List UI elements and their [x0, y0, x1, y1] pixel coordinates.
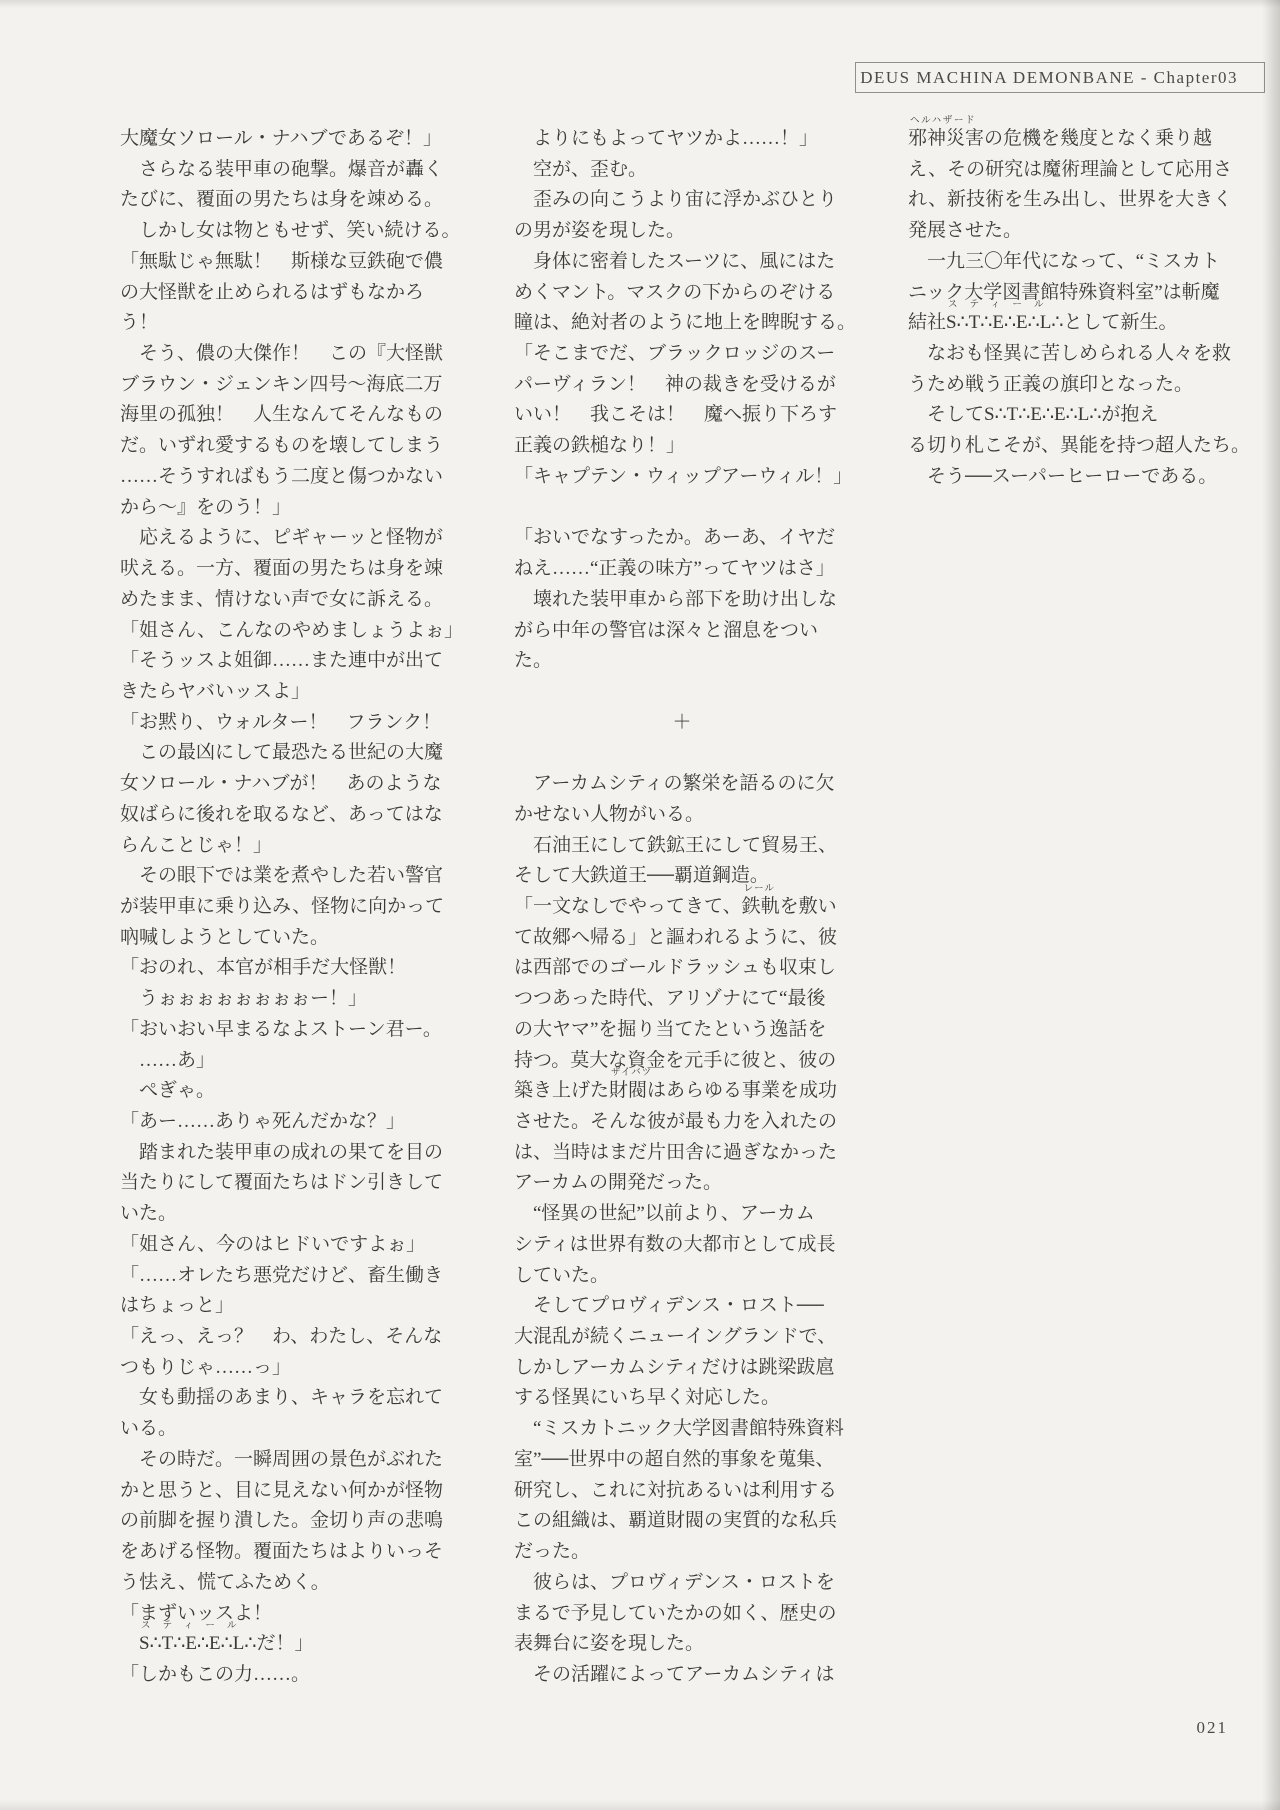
text-line: その時だ。一瞬周囲の景色がぶれた	[120, 1448, 444, 1470]
text-line: 踏まれた装甲車の成れの果てを目の	[120, 1141, 444, 1163]
text-line: しかし女は物ともせず、笑い続ける。	[120, 220, 461, 242]
text-line: しかしアーカムシティだけは跳梁跋扈	[514, 1356, 835, 1378]
text-line: ブラウン・ジェンキン四号〜海底二万	[120, 373, 443, 395]
text-line: 彼らは、プロヴィデンス・ロストを	[514, 1571, 835, 1593]
text-line: 歪みの向こうより宙に浮かぶひとり	[514, 189, 838, 211]
text-line: らんことじゃ！」	[120, 834, 273, 856]
text-line: していた。	[514, 1264, 610, 1286]
text-line: アーカムシティの繁栄を語るのに欠	[514, 773, 835, 795]
text-line: かせない人物がいる。	[514, 803, 705, 825]
text-line: アーカムの開発だった。	[514, 1172, 723, 1194]
scan-edge-right-shadow	[1262, 0, 1280, 1810]
text-line: パーヴィラン！ 神の裁きを受けるが	[514, 373, 836, 395]
text-line: 邪神災害 ヘルハザード の危機を幾度となく乗り越	[908, 116, 1213, 149]
text-line: 「一文なしでやってきて、鉄軌 レール を敷い	[514, 883, 837, 917]
text-line: ……そうすればもう二度と傷つかない	[120, 465, 444, 487]
text-line	[514, 493, 850, 524]
text-line: そしてプロヴィデンス・ロスト──	[514, 1295, 824, 1317]
text-line: 大魔女ソロール・ナハブであるぞ！」	[120, 128, 443, 149]
text-line: たびに、覆面の男たちは身を竦める。	[120, 189, 444, 211]
text-line: 「おいおい早まるなよストーン君ー。	[120, 1018, 442, 1040]
text-line: S∴T∴E∴E∴L∴ スティール だ！」	[139, 1621, 314, 1655]
text-line: の前脚を握り潰した。金切り声の悲鳴	[120, 1510, 444, 1532]
text-line: 研究し、これに対抗あるいは利用する	[514, 1479, 838, 1501]
text-line: て故郷へ帰る」と謳われるように、彼	[514, 926, 838, 948]
text-line: 大混乱が続くニューイングランドで、	[514, 1326, 837, 1348]
text-line: 「そこまでだ、ブラックロッジのスー	[514, 343, 836, 365]
text-line: きたらヤバいッスよ」	[120, 680, 311, 702]
text-line: の大怪獣を止められるはずもなかろ	[120, 281, 425, 303]
text-line: た。	[514, 650, 553, 672]
text-line: 「あー……ありゃ死んだかな？」	[120, 1111, 406, 1132]
text-column-middle	[514, 124, 857, 1691]
text-line: はちょっと」	[120, 1295, 235, 1317]
text-line: なおも怪異に苦しめられる人々を救	[908, 343, 1232, 365]
text-line	[514, 738, 850, 769]
text-line: シティは世界有数の大都市として成長	[514, 1233, 836, 1255]
text-line: 結社S∴T∴E∴E∴L∴ スティール として新生。	[908, 300, 1178, 334]
text-line: 築き上げた財閥 ザイバツ はあらゆる事業を成功	[514, 1068, 838, 1102]
text-line: 「しかもこの力……。	[120, 1663, 311, 1685]
text-line: れ、新技術を生み出し、世界を大きく	[908, 189, 1233, 211]
text-line: が装甲車に乗り込み、怪物に向かって	[120, 895, 445, 917]
text-line: まるで予見していたかの如く、歴史の	[514, 1602, 837, 1624]
text-line: 女も動揺のあまり、キャラを忘れて	[120, 1387, 444, 1409]
text-line: いた。	[120, 1203, 178, 1225]
text-line: 持つ。莫大な資金を元手に彼と、彼の	[514, 1049, 837, 1071]
text-line: 吶喊しようとしていた。	[120, 926, 330, 948]
text-line: ぺぎゃ。	[120, 1080, 216, 1102]
text-line: そう、儂の大傑作！ この『大怪獣	[120, 343, 444, 365]
text-line: その眼下では業を煮やした若い警官	[120, 865, 444, 887]
text-line: そう──スーパーヒーローである。	[908, 465, 1218, 487]
text-line: いい！ 我こそは！ 魔へ振り下ろす	[514, 404, 838, 426]
text-line: 奴ばらに後れを取るなど、あってはな	[120, 803, 443, 825]
text-line: この最凶にして最恐たる世紀の大魔	[120, 742, 444, 764]
scan-edge-bottom-shadow	[0, 1800, 1280, 1810]
text-line: 海里の孤独！ 人生なんてそんなもの	[120, 404, 444, 426]
text-line: する怪異にいち早く対応した。	[514, 1387, 781, 1409]
text-line: から〜』をのう！」	[120, 496, 292, 518]
text-line: 石油王にして鉄鉱王にして貿易王、	[514, 834, 838, 856]
text-line: だった。	[514, 1541, 591, 1563]
text-line: 「そうッスよ姐御……また連中が出て	[120, 650, 444, 672]
text-line: 壊れた装甲車から部下を助け出しな	[514, 588, 838, 610]
text-line: さらなる装甲車の砲撃。爆音が轟く	[120, 158, 444, 180]
text-line: 表舞台に姿を現した。	[514, 1633, 705, 1655]
text-line: 室”──世界中の超自然的事象を蒐集、	[514, 1448, 835, 1470]
chapter-header-box	[855, 62, 1265, 93]
text-line: は西部でのゴールドラッシュも収束し	[514, 957, 836, 979]
text-line: ……あ」	[120, 1049, 216, 1071]
text-line: その活躍によってアーカムシティは	[514, 1663, 835, 1685]
ruby-annotation: ヘルハザード	[910, 116, 977, 126]
text-line: めたまま、情けない声で女に訴える。	[120, 588, 444, 610]
text-line: の男が姿を現した。	[514, 220, 686, 242]
text-line: 「おのれ、本官が相手だ大怪獣！	[120, 957, 407, 979]
text-line: ねえ……“正義の味方”ってヤツはさ」	[514, 558, 835, 580]
text-line: う！	[120, 312, 159, 334]
text-column-left	[120, 124, 464, 1691]
text-line: 応えるように、ピギャーッと怪物が	[120, 527, 444, 549]
text-line: 「お黙り、ウォルター！ フランク！	[120, 711, 442, 733]
text-line: だ。いずれ愛するものを壊してしまう	[120, 435, 444, 457]
ruby-annotation: スティール	[141, 1621, 249, 1632]
text-line: 「姐さん、今のはヒドいですよぉ」	[120, 1233, 426, 1255]
text-line: “ミスカトニック大学図書館特殊資料	[514, 1418, 844, 1440]
text-line: る切り札こそが、異能を持つ超人たち。	[908, 435, 1251, 457]
text-line: 正義の鉄槌なり！」	[514, 435, 686, 457]
ruby-annotation: レール	[743, 883, 775, 894]
scan-edge-top-shadow	[0, 0, 1280, 8]
text-line: させた。そんな彼が最も力を入れたの	[514, 1111, 838, 1132]
text-line: ＋	[672, 711, 692, 733]
text-line: 女ソロール・ナハブが！ あのような	[120, 773, 442, 795]
text-line: 瞳は、絶対者のように地上を睥睨する。	[514, 312, 857, 334]
text-line: 一九三〇年代になって、“ミスカト	[908, 250, 1221, 272]
text-line: かと思うと、目に見えない何かが怪物	[120, 1479, 444, 1501]
text-line: つつあった時代、アリゾナにて“最後	[514, 988, 826, 1010]
text-line: 「姐さん、こんなのやめましょうよぉ」	[120, 619, 464, 641]
text-line: 「えっ、えっ？ わ、わたし、そんな	[120, 1326, 443, 1348]
text-line: “怪異の世紀”以前より、アーカム	[514, 1203, 815, 1225]
text-line: めくマント。マスクの下からのぞける	[514, 281, 836, 303]
text-line: そして大鉄道王──覇道鋼造。	[514, 865, 769, 887]
text-line: 吠える。一方、覆面の男たちは身を竦	[120, 558, 444, 580]
text-line: の大ヤマ”を掘り当てたという逸話を	[514, 1018, 827, 1040]
text-line: 空が、歪む。	[514, 158, 648, 180]
text-line: よりにもよってヤツかよ……！」	[514, 128, 819, 149]
text-line: ニック大学図書館特殊資料室”は斬魔	[908, 281, 1220, 303]
text-line: は、当時はまだ片田舎に過ぎなかった	[514, 1141, 838, 1163]
text-line: え、その研究は魔術理論として応用さ	[908, 158, 1233, 180]
ruby-annotation: スティール	[948, 300, 1056, 311]
page-number: 021	[1196, 1718, 1228, 1737]
text-line: つもりじゃ……っ」	[120, 1356, 292, 1378]
text-line: 当たりにして覆面たちはドン引きして	[120, 1172, 444, 1194]
text-line: そしてS∴T∴E∴E∴L∴が抱え	[908, 404, 1159, 426]
text-line: 「おいでなすったか。あーあ、イヤだ	[514, 527, 836, 549]
text-line	[514, 677, 850, 708]
text-line: うため戦う正義の旗印となった。	[908, 373, 1194, 395]
text-line: がら中年の警官は深々と溜息をつい	[514, 619, 819, 641]
text-line: 「まずいッスよ！	[120, 1602, 273, 1624]
ruby-annotation: ザイバツ	[611, 1068, 653, 1079]
chapter-header-title: DEUS MACHINA DEMONBANE - Chapter03	[860, 67, 1238, 87]
text-line: この組織は、覇道財閥の実質的な私兵	[514, 1510, 838, 1532]
text-line: 「……オレたち悪党だけど、畜生働き	[120, 1264, 444, 1286]
text-line: をあげる怪物。覆面たちはよりいっそ	[120, 1541, 444, 1563]
text-line: 「無駄じゃ無駄！ 斯様な豆鉄砲で儂	[120, 250, 444, 272]
text-line: う怯え、慌てふためく。	[120, 1571, 330, 1593]
text-line: うぉぉぉぉぉぉぉぉー！」	[120, 988, 368, 1010]
text-line: いる。	[120, 1418, 178, 1440]
text-line: 身体に密着したスーツに、風にはた	[514, 250, 836, 272]
text-column-right	[908, 116, 1251, 493]
text-line: 「キャプテン・ウィップアーウィル！」	[514, 465, 853, 487]
text-line: 発展させた。	[908, 220, 1023, 242]
